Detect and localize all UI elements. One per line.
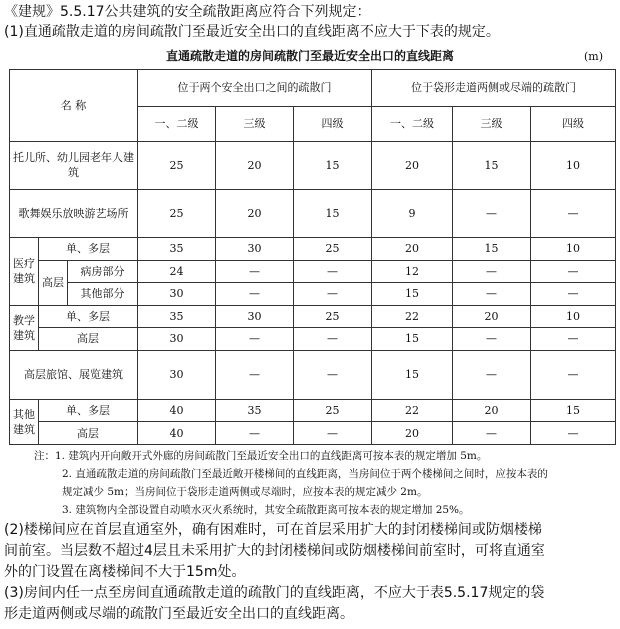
row-label: 高层: [39, 422, 138, 445]
category-other: 其他建筑: [10, 399, 39, 444]
table-row: [10, 260, 616, 283]
table-cell: —: [453, 422, 531, 445]
row-label: 病房部分: [68, 260, 138, 283]
row-label: 托儿所、幼儿园老年人建筑: [10, 141, 138, 189]
table-cell: —: [531, 328, 616, 351]
table-cell: 35: [138, 237, 216, 260]
row-label: 其他部分: [68, 283, 138, 306]
table-row: [10, 141, 616, 189]
table-note-2-cont: 规定减少 5m；当房间位于袋形走道两侧或尽端时，应按本表的规定减少 2m。: [62, 486, 428, 498]
table-cell: —: [294, 283, 372, 306]
table-cell: 20: [453, 305, 531, 328]
table-cell: 12: [372, 260, 453, 283]
table-cell: 15: [372, 283, 453, 306]
header-name: 名 称: [10, 70, 138, 142]
table-cell: —: [216, 260, 294, 283]
header-grade: 一、二级: [138, 106, 216, 141]
table-cell: 20: [216, 141, 294, 189]
table-note-2: 2. 直通疏散走道的房间疏散门至最近敞开楼梯间的直线距离，当房间位于两个楼梯间之间时，应按本表的: [62, 468, 548, 480]
row-label: 单、多层: [39, 237, 138, 260]
table-cell: —: [294, 328, 372, 351]
header-grade: 三级: [453, 106, 531, 141]
table-cell: —: [294, 422, 372, 445]
category-education: 教学建筑: [10, 305, 39, 350]
table-cell: —: [216, 283, 294, 306]
header-grade: 四级: [294, 106, 372, 141]
row-label: 单、多层: [39, 305, 138, 328]
table-cell: —: [453, 260, 531, 283]
table-cell: 15: [372, 328, 453, 351]
table-cell: 22: [372, 305, 453, 328]
table-cell: 30: [216, 237, 294, 260]
table-cell: —: [216, 422, 294, 445]
table-title: 直通疏散走道的房间疏散门至最近安全出口的直线距离: [165, 49, 454, 63]
table-cell: 15: [531, 399, 616, 422]
medical-high-label: 高层: [39, 260, 68, 305]
table-cell: 20: [372, 141, 453, 189]
table-row: [10, 237, 616, 260]
header-grade: 一、二级: [372, 106, 453, 141]
table-cell: —: [453, 350, 531, 399]
table-cell: —: [531, 260, 616, 283]
table-cell: 25: [294, 305, 372, 328]
table-cell: —: [531, 189, 616, 237]
table-cell: —: [294, 350, 372, 399]
table-cell: 25: [294, 237, 372, 260]
table-row: [10, 399, 616, 422]
paragraph-2-line-3: 外的门设置在离楼梯间不大于15m处。: [4, 564, 246, 580]
table-row: [10, 350, 616, 399]
table-cell: 9: [372, 189, 453, 237]
table-cell: 15: [372, 350, 453, 399]
table-cell: 15: [294, 189, 372, 237]
table-cell: 10: [531, 237, 616, 260]
row-label: 歌舞娱乐放映游艺场所: [10, 189, 138, 237]
table-row: [10, 422, 616, 445]
table-cell: 30: [138, 283, 216, 306]
table-cell: 30: [138, 328, 216, 351]
table-cell: 24: [138, 260, 216, 283]
table-cell: —: [294, 260, 372, 283]
row-label: 高层: [39, 328, 138, 351]
category-medical: 医疗建筑: [10, 237, 39, 305]
table-row: [10, 305, 616, 328]
table-cell: 20: [216, 189, 294, 237]
header-between-exits: 位于两个安全出口之间的疏散门: [138, 70, 372, 107]
table-cell: 20: [453, 399, 531, 422]
table-row: [10, 328, 616, 351]
table-cell: 15: [294, 141, 372, 189]
paragraph-2-line-1: (2)楼梯间应在首层直通室外，确有困难时，可在首层采用扩大的封闭楼梯间或防烟楼梯: [4, 522, 542, 538]
table-cell: 30: [216, 305, 294, 328]
table-cell: 10: [531, 141, 616, 189]
header-grade: 三级: [216, 106, 294, 141]
table-note-3: 3. 建筑物内全部设置自动喷水灭火系统时，其安全疏散距离可按本表的规定增加 25%。: [62, 504, 470, 516]
table-row: [10, 189, 616, 237]
paragraph-2-line-2: 间前室。当层数不超过4层且未采用扩大的封闭楼梯间或防烟楼梯间前室时，可将直通室: [4, 543, 545, 559]
intro-line-2: (1)直通疏散走道的房间疏散门至最近安全出口的直线距离不应大于下表的规定。: [4, 24, 500, 40]
table-cell: —: [453, 328, 531, 351]
table-cell: 10: [531, 305, 616, 328]
table-cell: —: [216, 350, 294, 399]
table-cell: 25: [138, 141, 216, 189]
table-cell: 20: [372, 237, 453, 260]
table-cell: 15: [453, 141, 531, 189]
table-cell: —: [531, 350, 616, 399]
table-cell: 15: [453, 237, 531, 260]
table-row: [10, 283, 616, 306]
table-cell: 40: [138, 399, 216, 422]
paragraph-3-line-1: (3)房间内任一点至房间直通疏散走道的疏散门的直线距离，不应大于表5.5.17规定的袋: [4, 585, 545, 601]
table-cell: —: [453, 283, 531, 306]
table-cell: —: [216, 328, 294, 351]
header-dead-end: 位于袋形走道两侧或尽端的疏散门: [372, 70, 616, 107]
table-note-1: 注：1. 建筑内开向敞开式外廊的房间疏散门至最近安全出口的直线距离可按本表的规定增加 5m。: [34, 450, 488, 462]
table-cell: 40: [138, 422, 216, 445]
table-cell: —: [453, 189, 531, 237]
table-cell: 22: [372, 399, 453, 422]
table-cell: 35: [216, 399, 294, 422]
table-unit: (m): [584, 50, 604, 63]
table-cell: —: [531, 283, 616, 306]
intro-line-1: 《建规》5.5.17公共建筑的安全疏散距离应符合下列规定：: [4, 4, 371, 20]
row-label: 高层旅馆、展览建筑: [10, 350, 138, 399]
row-label: 单、多层: [39, 399, 138, 422]
paragraph-3-line-2: 形走道两侧或尽端的疏散门至最近安全出口的直线距离。: [4, 606, 354, 622]
header-grade: 四级: [531, 106, 616, 141]
table-cell: 35: [138, 305, 216, 328]
evacuation-distance-table: [9, 69, 616, 445]
table-cell: 25: [294, 399, 372, 422]
table-cell: 20: [372, 422, 453, 445]
table-cell: 30: [138, 350, 216, 399]
table-cell: 25: [138, 189, 216, 237]
table-cell: —: [531, 422, 616, 445]
